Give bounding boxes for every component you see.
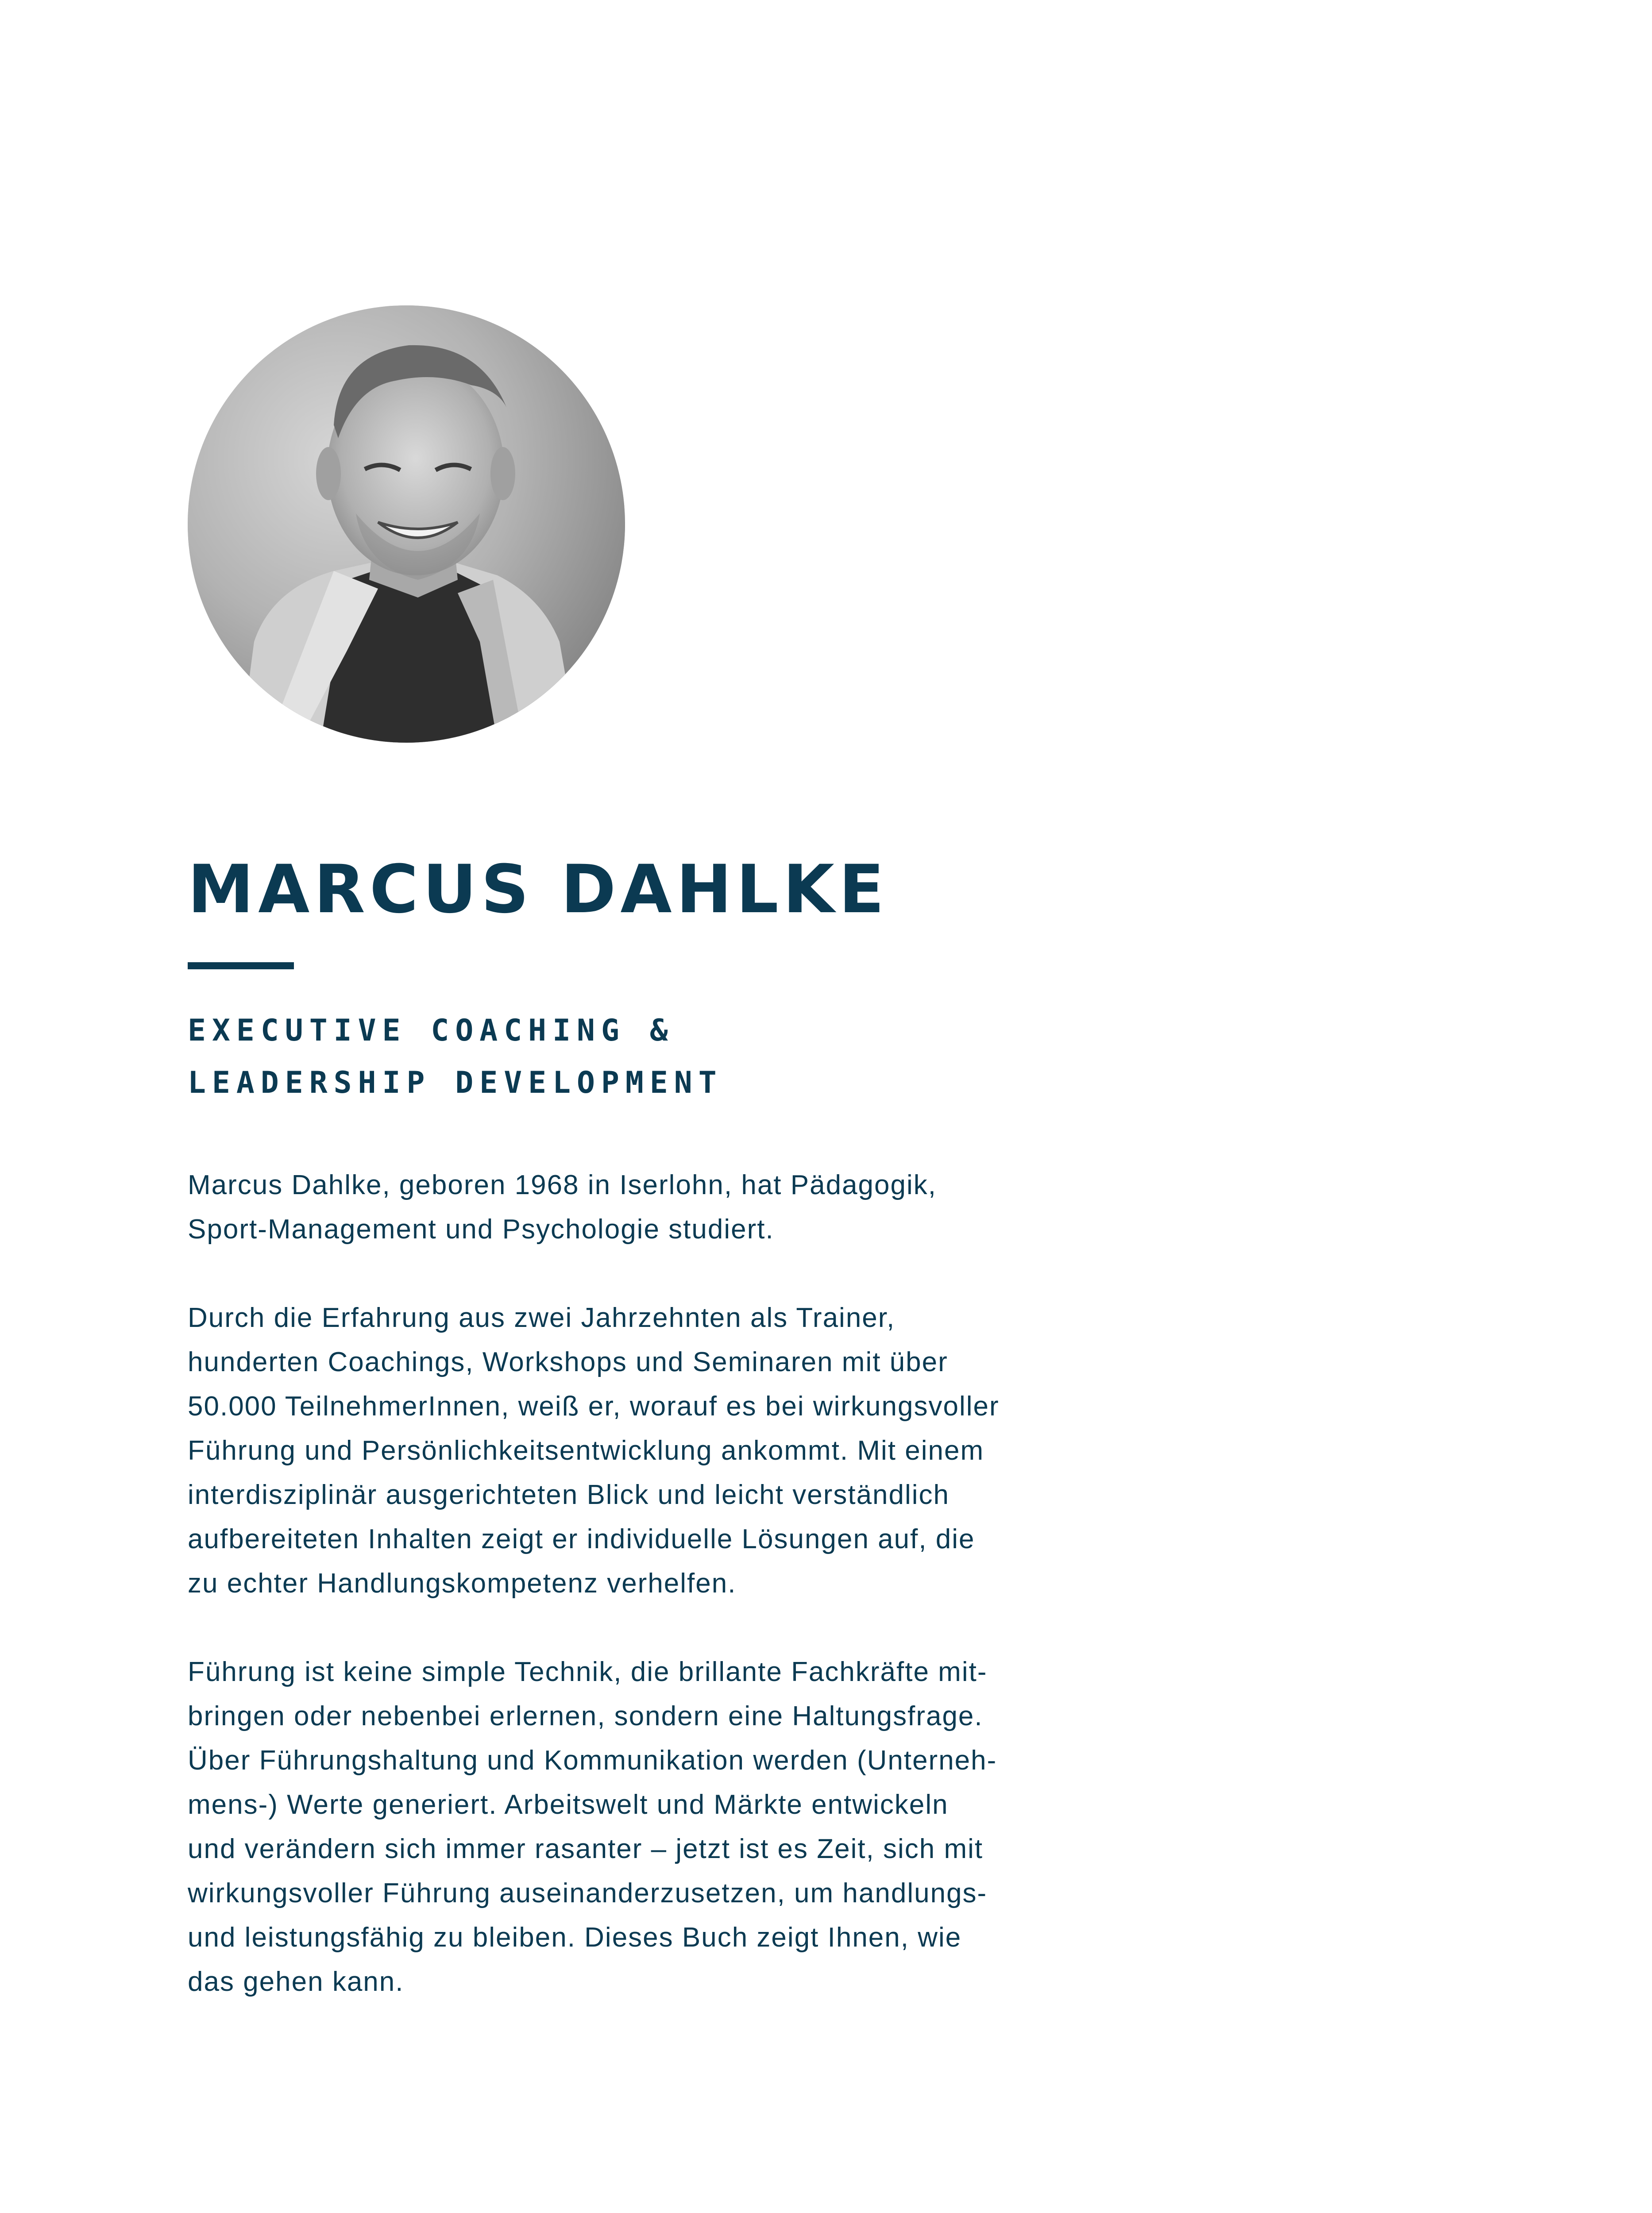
bio-line: hunderten Coachings, Workshops und Seminaren mit über: [188, 1347, 948, 1377]
bio-line: Durch die Erfahrung aus zwei Jahrzehnten als Trainer,: [188, 1303, 895, 1333]
bio-line: zu echter Handlungskompetenz verhelfen.: [188, 1568, 737, 1599]
title-divider: [188, 962, 294, 969]
author-name: MARCUS DAHLKE: [188, 851, 889, 928]
portrait-photo: [188, 305, 625, 743]
bio-line: interdisziplinär ausgerichteten Blick und leicht verständlich: [188, 1480, 950, 1510]
subtitle-line: EXECUTIVE COACHING &: [188, 1013, 674, 1048]
bio-line: Führung ist keine simple Technik, die brillante Fachkräfte mit-: [188, 1657, 988, 1687]
bio-line: Marcus Dahlke, geboren 1968 in Iserlohn, hat Pädagogik,: [188, 1170, 937, 1200]
subtitle-line: LEADERSHIP DEVELOPMENT: [188, 1065, 723, 1100]
author-subtitle: [188, 1005, 723, 1109]
bio-paragraph: [188, 1163, 1117, 1252]
bio-line: und verändern sich immer rasanter – jetzt ist es Zeit, sich mit: [188, 1834, 984, 1864]
bio-line: 50.000 TeilnehmerInnen, weiß er, worauf es bei wirkungsvoller: [188, 1391, 1000, 1422]
author-portrait: [188, 305, 625, 743]
bio-line: und leistungsfähig zu bleiben. Dieses Buch zeigt Ihnen, wie: [188, 1922, 962, 1953]
bio-line: das gehen kann.: [188, 1966, 404, 1997]
bio-line: Über Führungshaltung und Kommunikation werden (Unterneh-: [188, 1745, 997, 1776]
bio-line: mens-) Werte generiert. Arbeitswelt und Märkte entwickeln: [188, 1789, 949, 1820]
bio-paragraph: [188, 1650, 1117, 2004]
bio-line: bringen oder nebenbei erlernen, sondern eine Haltungsfrage.: [188, 1701, 983, 1731]
bio-line: aufbereiteten Inhalten zeigt er individuelle Lösungen auf, die: [188, 1524, 975, 1554]
bio-line: wirkungsvoller Führung auseinanderzusetzen, um handlungs-: [188, 1878, 988, 1908]
bio-paragraph: [188, 1296, 1117, 1606]
author-bio: [188, 1163, 1117, 2048]
bio-line: Sport-Management und Psychologie studiert.: [188, 1214, 774, 1245]
bio-line: Führung und Persönlichkeitsentwicklung ankommt. Mit einem: [188, 1435, 984, 1466]
